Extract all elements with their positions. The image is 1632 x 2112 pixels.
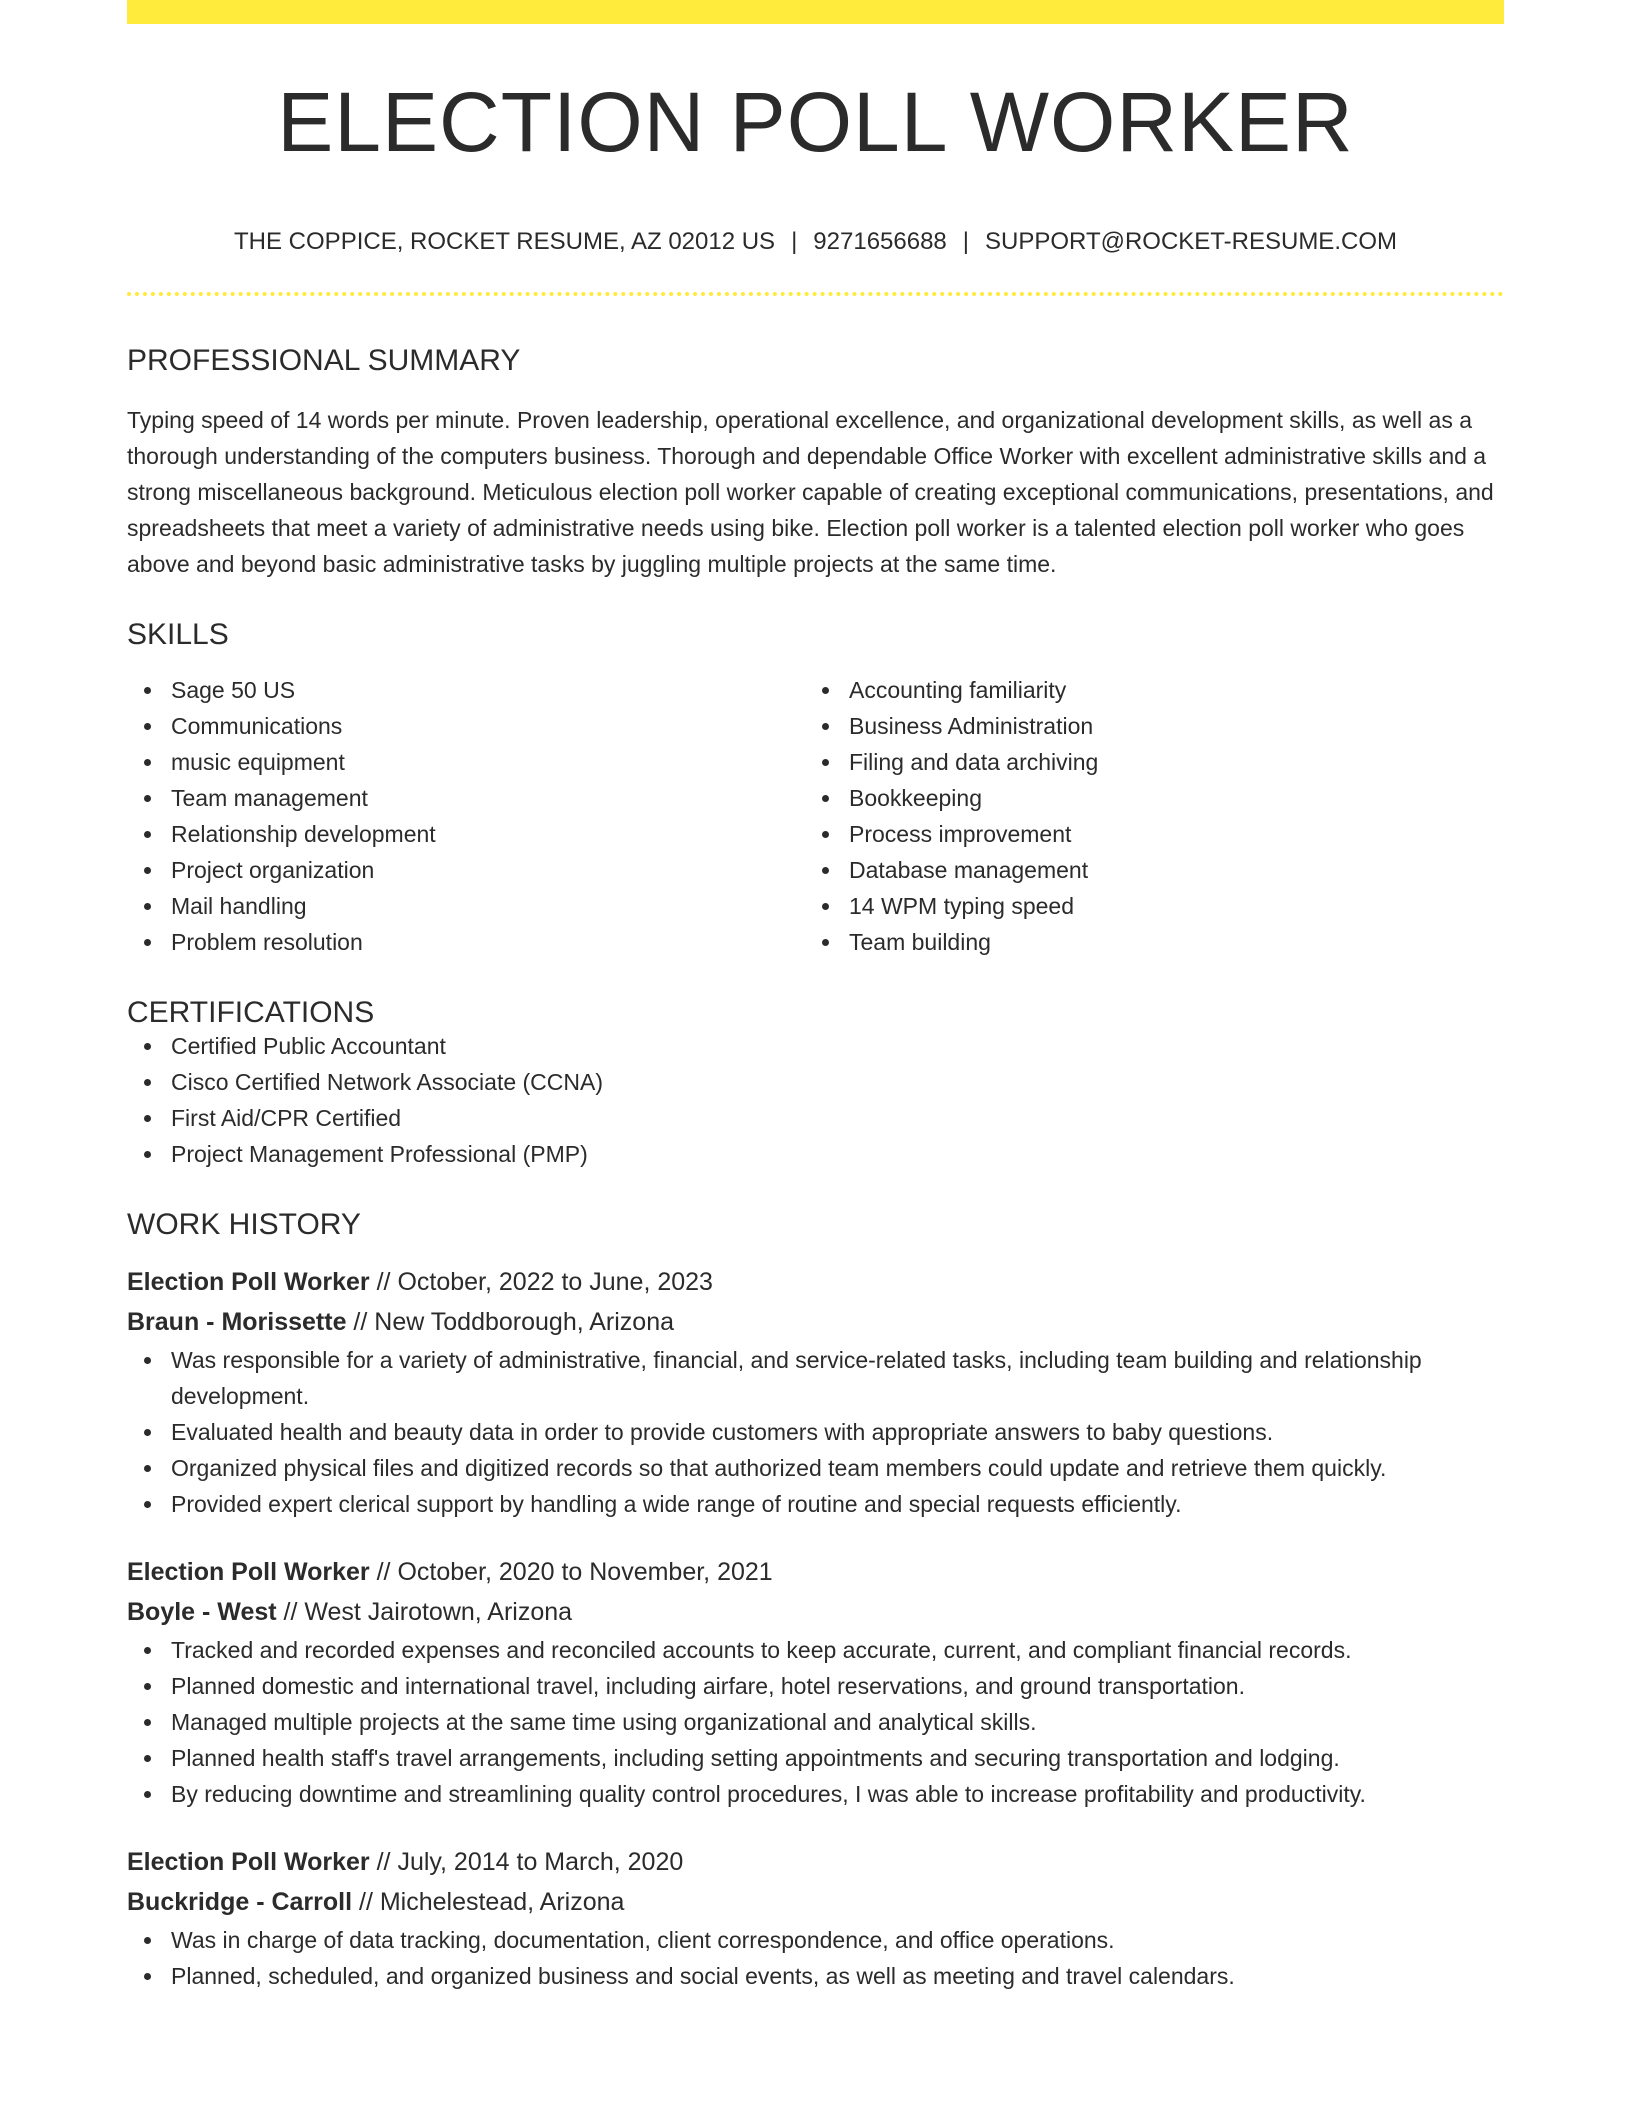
job-company-line [127, 1882, 1504, 1922]
contact-phone: 9271656688 [813, 228, 947, 255]
job-title: Election Poll Worker [127, 1268, 370, 1296]
job-duty: Managed multiple projects at the same time using organizational and analytical skills. [127, 1704, 1504, 1740]
job-company: Boyle - West [127, 1598, 277, 1626]
job-duty: Evaluated health and beauty data in order to provide customers with appropriate answers to baby questions. [127, 1414, 1504, 1450]
certifications-heading: CERTIFICATIONS [127, 996, 375, 1029]
skill-item: Mail handling [127, 888, 805, 924]
job-company-line [127, 1302, 1504, 1342]
skill-item: Project organization [127, 852, 805, 888]
skill-item: Business Administration [805, 708, 1483, 744]
job-company: Buckridge - Carroll [127, 1888, 353, 1916]
job-company-line [127, 1592, 1504, 1632]
job-title: Election Poll Worker [127, 1848, 370, 1876]
summary-heading: PROFESSIONAL SUMMARY [127, 344, 521, 377]
skills-right-column [805, 672, 1483, 960]
job-entry [127, 1842, 1504, 1994]
skill-item: Team building [805, 924, 1483, 960]
certification-item: Project Management Professional (PMP) [127, 1136, 1504, 1172]
resume-page [127, 0, 1504, 1994]
job-title-line [127, 1552, 1504, 1592]
job-duty: By reducing downtime and streamlining quality control procedures, I was able to increase profitability and productivity. [127, 1776, 1504, 1812]
skills-heading: SKILLS [127, 618, 229, 651]
job-title-line [127, 1842, 1504, 1882]
job-duty: Planned health staff's travel arrangements, including setting appointments and securing transportation and lodging. [127, 1740, 1504, 1776]
accent-bar [127, 0, 1504, 24]
job-duties [127, 1632, 1504, 1812]
certification-item: First Aid/CPR Certified [127, 1100, 1504, 1136]
job-title-line [127, 1262, 1504, 1302]
job-company: Braun - Morissette [127, 1308, 347, 1336]
job-location: // West Jairotown, Arizona [276, 1598, 573, 1626]
contact-separator: | [962, 228, 970, 255]
job-dates: // October, 2022 to June, 2023 [369, 1268, 713, 1296]
skill-item: Relationship development [127, 816, 805, 852]
job-dates: // July, 2014 to March, 2020 [369, 1848, 684, 1876]
skill-item: Bookkeeping [805, 780, 1483, 816]
skill-item: Team management [127, 780, 805, 816]
skill-item: music equipment [127, 744, 805, 780]
job-duty: Provided expert clerical support by handling a wide range of routine and special requests efficiently. [127, 1486, 1504, 1522]
job-duty: Was in charge of data tracking, documentation, client correspondence, and office operations. [127, 1922, 1504, 1958]
skill-item: 14 WPM typing speed [805, 888, 1483, 924]
skill-item: Accounting familiarity [805, 672, 1483, 708]
contact-line [127, 230, 1504, 254]
skill-item: Problem resolution [127, 924, 805, 960]
skill-item: Communications [127, 708, 805, 744]
job-location: // Michelestead, Arizona [352, 1888, 625, 1916]
contact-email: SUPPORT@ROCKET-RESUME.COM [985, 228, 1397, 255]
resume-name: ELECTION POLL WORKER [277, 75, 1354, 169]
summary-text: Typing speed of 14 words per minute. Proven leadership, operational excellence, and organizational development skills, as well as a thorough understanding of the computers business. Thorough and dependable Office Worker with excellent administrative skills and a strong miscellaneous background. Meticulous election poll worker capable of creating exceptional communications, presentations, and spreadsheets that meet a variety of administrative needs using bike. Election poll worker is a talented election poll worker who goes above and beyond basic administrative tasks by juggling multiple projects at the same time. [127, 407, 1494, 577]
job-title: Election Poll Worker [127, 1558, 370, 1586]
job-location: // New Toddborough, Arizona [346, 1308, 675, 1336]
certification-item: Certified Public Accountant [127, 1028, 1504, 1064]
skill-item: Sage 50 US [127, 672, 805, 708]
skills-grid [127, 672, 1504, 960]
job-duties [127, 1922, 1504, 1994]
certification-item: Cisco Certified Network Associate (CCNA) [127, 1064, 1504, 1100]
dotted-divider [127, 292, 1504, 296]
job-duty: Planned, scheduled, and organized business and social events, as well as meeting and travel calendars. [127, 1958, 1504, 1994]
certifications-list [127, 1028, 1504, 1172]
contact-address: THE COPPICE, ROCKET RESUME, AZ 02012 US [234, 228, 776, 255]
skill-item: Process improvement [805, 816, 1483, 852]
job-entry [127, 1552, 1504, 1812]
contact-separator: | [791, 228, 798, 255]
job-duty: Organized physical files and digitized records so that authorized team members could update and retrieve them quickly. [127, 1450, 1504, 1486]
job-duty: Tracked and recorded expenses and reconciled accounts to keep accurate, current, and compliant financial records. [127, 1632, 1504, 1668]
job-dates: // October, 2020 to November, 2021 [369, 1558, 773, 1586]
job-entry [127, 1262, 1504, 1522]
job-duties [127, 1342, 1504, 1522]
skill-item: Filing and data archiving [805, 744, 1483, 780]
skill-item: Database management [805, 852, 1483, 888]
skills-left-column [127, 672, 805, 960]
job-duty: Was responsible for a variety of administrative, financial, and service-related tasks, including team building and relationship development. [127, 1342, 1504, 1414]
work-history-heading: WORK HISTORY [127, 1208, 361, 1241]
job-duty: Planned domestic and international travel, including airfare, hotel reservations, and ground transportation. [127, 1668, 1504, 1704]
